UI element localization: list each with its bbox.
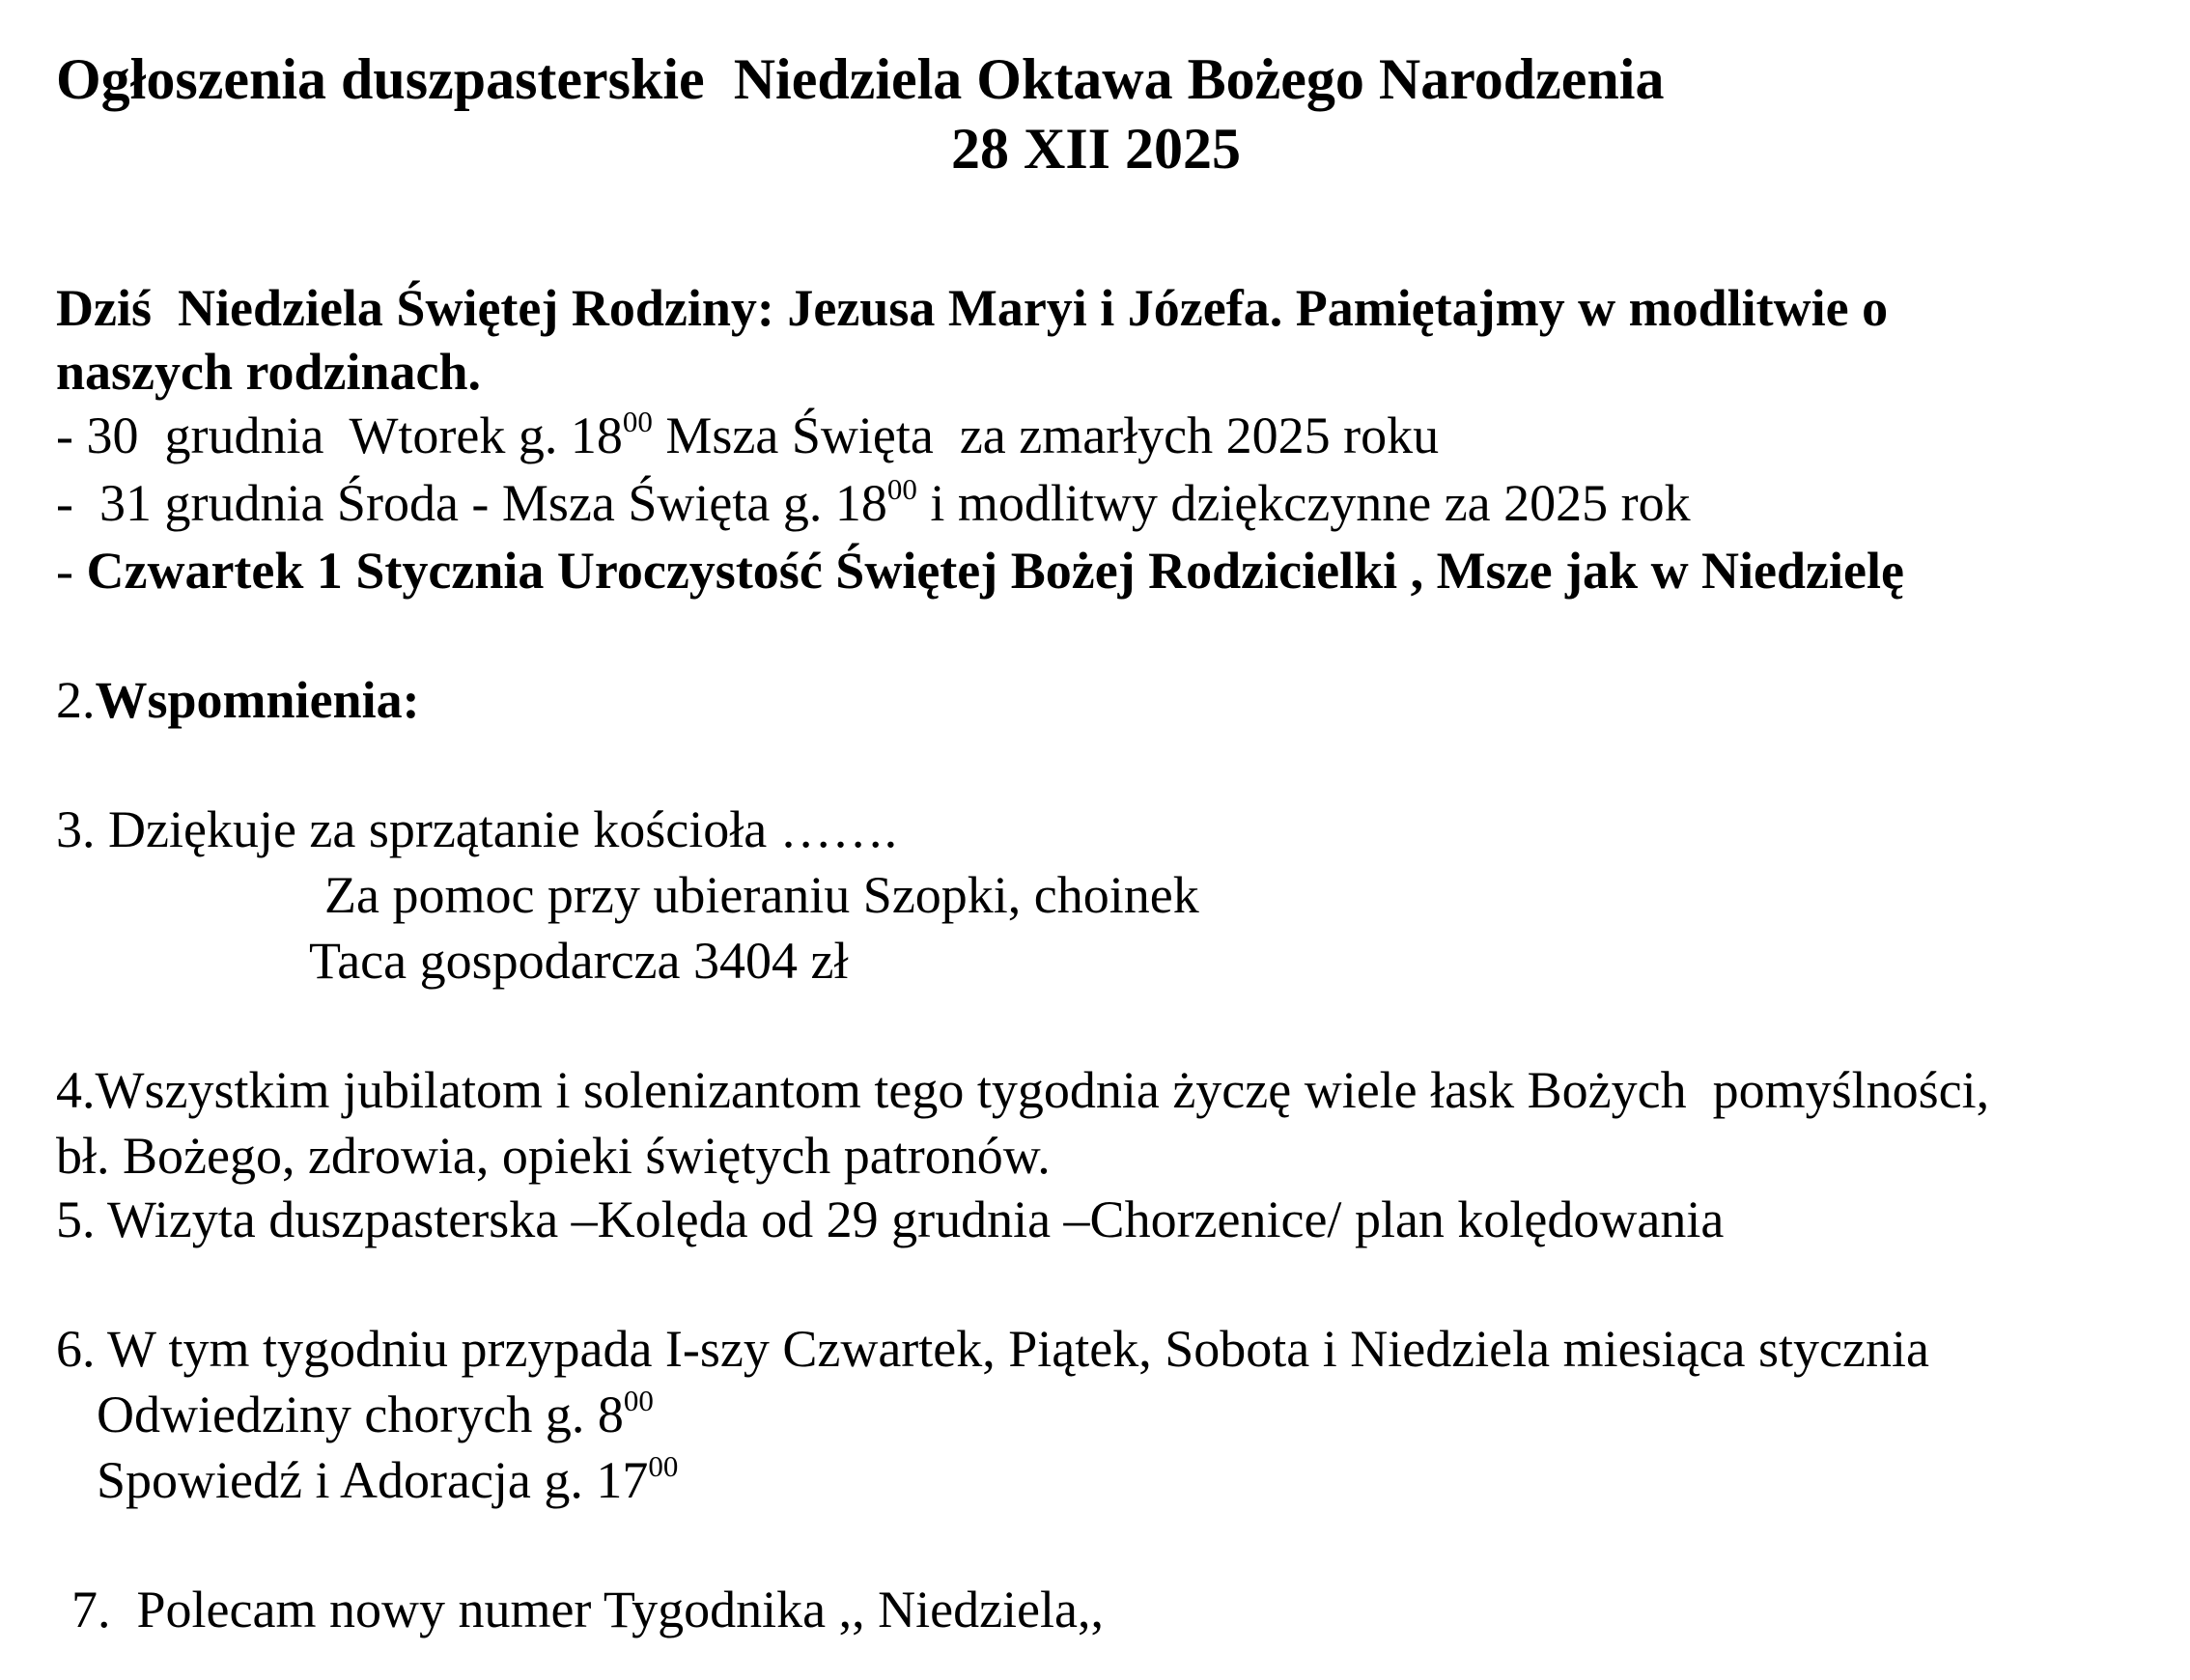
intro-line-2: naszych rodzinach.	[56, 343, 482, 401]
section-2-number: 2.	[56, 671, 96, 729]
visit-text: Odwiedziny chorych g. 8	[97, 1386, 624, 1443]
confession-text: Spowiedź i Adoracja g. 17	[97, 1451, 649, 1509]
section-3-line-3: Taca gospodarcza 3404 zł	[309, 932, 849, 990]
page-date: 28 XII 2025	[951, 117, 1242, 181]
section-2-title: Wspomnienia:	[95, 671, 420, 729]
section-6-visit-line	[97, 1384, 654, 1443]
item-2-text: - 31 grudnia Środa - Msza Święta g. 18	[56, 474, 887, 532]
item-3-text: Czwartek 1 Stycznia Uroczystość Świętej Bożej Rodzicielki , Msze jak w Niedzielę	[86, 542, 1904, 600]
announcement-item-1	[56, 405, 1440, 464]
section-6-confession-line	[97, 1449, 679, 1509]
item-2-superscript: 00	[886, 472, 917, 506]
section-7-line-1: 7. Polecam nowy numer Tygodnika ,, Niedziela,,	[71, 1581, 1104, 1638]
section-3-line-1: 3. Dziękuje za sprzątanie kościoła …….	[56, 800, 898, 858]
visit-superscript: 00	[623, 1384, 654, 1417]
item-1-text-after: Msza Święta za zmarłych 2025 roku	[652, 406, 1440, 464]
section-2-heading	[56, 671, 420, 729]
section-5-line-1: 5. Wizyta duszpasterska –Kolęda od 29 grudnia –Chorzenice/ plan kolędowania	[56, 1190, 1725, 1248]
section-4-line-1: 4.Wszystkim jubilatom i solenizantom tego tygodnia życzę wiele łask Bożych pomyślności,	[56, 1061, 1990, 1119]
item-3-dash: -	[56, 542, 87, 600]
item-1-text: - 30 grudnia Wtorek g. 18	[56, 406, 623, 464]
section-6-line-1: 6. W tym tygodniu przypada I-szy Czwartek, Piątek, Sobota i Niedziela miesiąca stycznia	[56, 1320, 1929, 1378]
intro-line-1: Dziś Niedziela Świętej Rodziny: Jezusa Maryi i Józefa. Pamiętajmy w modlitwie o	[56, 279, 1889, 337]
section-4-line-2: bł. Bożego, zdrowia, opieki świętych patronów.	[56, 1127, 1051, 1185]
section-3-line-2: Za pomoc przy ubieraniu Szopki, choinek	[324, 866, 1199, 924]
item-1-superscript: 00	[622, 405, 653, 438]
confession-superscript: 00	[648, 1449, 679, 1483]
item-2-text-after: i modlitwy dziękczynne za 2025 rok	[916, 474, 1691, 532]
announcement-item-2	[56, 472, 1691, 532]
announcement-item-3	[56, 542, 1904, 600]
page-title: Ogłoszenia duszpasterskie Niedziela Oktawa Bożego Narodzenia	[56, 47, 1665, 111]
